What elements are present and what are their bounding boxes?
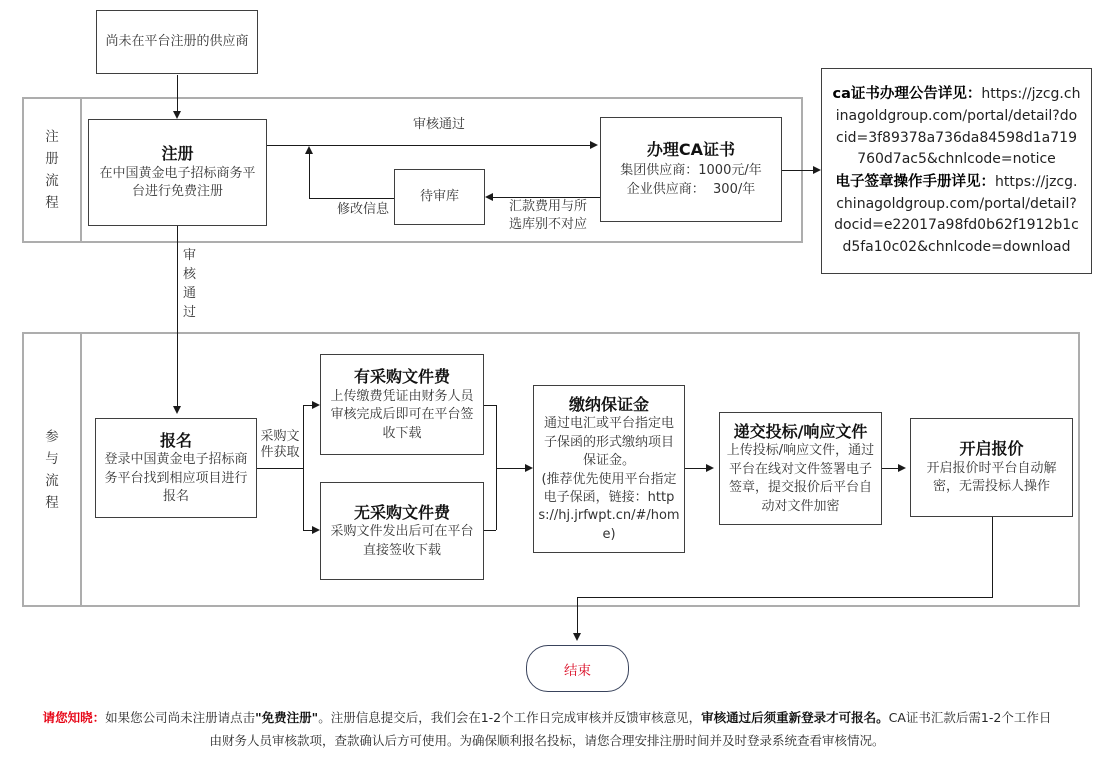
connector-line — [177, 75, 178, 111]
edge-label-doc-obtain: 采购文件获取 — [260, 429, 300, 460]
end-node-label: 结束 — [564, 662, 591, 679]
pending-review-label: 待审库 — [419, 188, 459, 204]
footer-seg-free-register: "免费注册" — [255, 710, 319, 725]
footer-prefix: 请您知晓： — [42, 710, 106, 725]
edge-label-modify-info: 修改信息 — [336, 202, 389, 217]
connector-line — [303, 530, 312, 531]
notice-ca-url: https://jzcg.chinagoldgroup.com/portal/detail?docid=3f89378a736da84598d1a719760d7ac5&chnlcode=notice — [835, 86, 1081, 168]
connector-line — [484, 530, 496, 531]
arrowhead — [312, 526, 320, 534]
register-section-label-cell — [24, 99, 82, 241]
edge-label-remittance-mismatch: 汇款费用与所选库别不对应 — [508, 199, 587, 232]
edge-label-approved-vertical: 审核通过 — [182, 248, 196, 320]
connector-line — [267, 145, 590, 146]
register-box-body: 在中国黄金电子招标商务平台进行免费注册 — [99, 165, 256, 200]
arrowhead — [590, 141, 598, 149]
notice-box — [821, 68, 1092, 274]
footer-seg-5: CA证书汇款后需1-2个工作日由财务人员审核款项，查款确认后方可使用。为确保顺利报名投标，请您合理安排注册时间并及时登录系统查看审核情况。 — [209, 710, 1052, 749]
start-node — [96, 10, 258, 74]
connector-line — [484, 405, 496, 406]
ca-certificate-box — [600, 117, 782, 222]
footer-seg-3: 。注册信息提交后，我们会在1-2个工作日完成审核并反馈审核意见， — [318, 710, 702, 725]
deposit-body-2: (推荐优先使用平台指定电子保函，链接：https://hj.jrfwpt.cn/#/home) — [538, 471, 680, 542]
submit-bid-box — [719, 412, 882, 525]
arrowhead — [525, 464, 533, 472]
arrowhead — [898, 464, 906, 472]
connector-line — [685, 468, 706, 469]
deposit-title: 缴纳保证金 — [568, 394, 649, 414]
register-box-title: 注册 — [161, 144, 194, 164]
arrowhead — [813, 166, 821, 174]
deposit-body-1: 通过电汇或平台指定电子保函的形式缴纳项目保证金。 — [543, 416, 674, 469]
notice-ca-heading: ca证书办理公告详见： — [832, 86, 982, 103]
connector-line — [309, 153, 310, 198]
notice-manual-url: https://jzcg.chinagoldgroup.com/portal/detail?docid=e22017a98fd0b62f1912b1cd5fa10c02&chnlcode=download — [834, 174, 1079, 256]
no-fee-title: 无采购文件费 — [353, 502, 450, 522]
connector-line — [496, 468, 525, 469]
connector-line — [303, 405, 304, 530]
footer-note — [37, 706, 1057, 752]
arrowhead — [312, 401, 320, 409]
arrowhead — [305, 146, 313, 154]
arrowhead — [706, 464, 714, 472]
with-fee-title: 有采购文件费 — [353, 367, 450, 387]
open-quote-title: 开启报价 — [959, 439, 1024, 459]
open-quote-body: 开启报价时平台自动解密，无需投标人操作 — [926, 460, 1057, 495]
connector-line — [309, 198, 394, 199]
arrowhead — [573, 633, 581, 641]
connector-line — [257, 468, 303, 469]
register-section-label: 注册流程 — [45, 129, 59, 211]
connector-line — [782, 170, 813, 171]
no-fee-body: 采购文件发出后可在平台直接签收下载 — [330, 524, 474, 558]
notice-ca-announcement — [832, 83, 1081, 171]
deposit-box — [533, 385, 685, 553]
arrowhead — [485, 193, 493, 201]
footer-seg-relogin: 审核通过后须重新登录才可报名。 — [701, 710, 889, 725]
ca-box-group-price: 集团供应商：1000元/年 — [620, 162, 762, 178]
end-node — [526, 645, 629, 692]
start-node-label: 尚未在平台注册的供应商 — [105, 33, 249, 49]
submit-bid-body: 上传投标/响应文件，通过平台在线对文件签署电子签章，提交报价后平台自动对文件加密 — [726, 443, 875, 514]
notice-signature-manual — [832, 171, 1081, 259]
connector-line — [303, 405, 312, 406]
connector-line — [577, 597, 578, 633]
footer-seg-1: 如果您公司尚未注册请点击 — [105, 710, 256, 725]
connector-line — [882, 468, 898, 469]
pending-review-box — [394, 169, 485, 225]
connector-line — [577, 597, 993, 598]
arrowhead — [173, 406, 181, 414]
connector-line — [992, 517, 993, 597]
ca-box-title: 办理CA证书 — [646, 140, 736, 160]
notice-manual-heading: 电子签章操作手册详见： — [835, 174, 996, 190]
signup-box — [95, 418, 257, 518]
ca-box-enterprise-price: 企业供应商： 300/年 — [626, 182, 756, 198]
with-fee-body: 上传缴费凭证由财务人员审核完成后即可在平台签收下载 — [330, 388, 474, 441]
edge-label-approved: 审核通过 — [412, 117, 465, 132]
participate-section-label: 参与流程 — [45, 428, 59, 511]
signup-box-body: 登录中国黄金电子招标商务平台找到相应项目进行报名 — [104, 452, 248, 505]
arrowhead — [173, 111, 181, 119]
open-quote-box — [910, 418, 1073, 517]
register-box — [88, 119, 267, 226]
connector-line — [177, 226, 178, 406]
participate-section-label-cell — [24, 334, 82, 605]
submit-bid-title: 递交投标/响应文件 — [733, 421, 868, 441]
with-fee-box — [320, 354, 484, 455]
signup-box-title: 报名 — [159, 430, 192, 450]
no-fee-box — [320, 482, 484, 580]
